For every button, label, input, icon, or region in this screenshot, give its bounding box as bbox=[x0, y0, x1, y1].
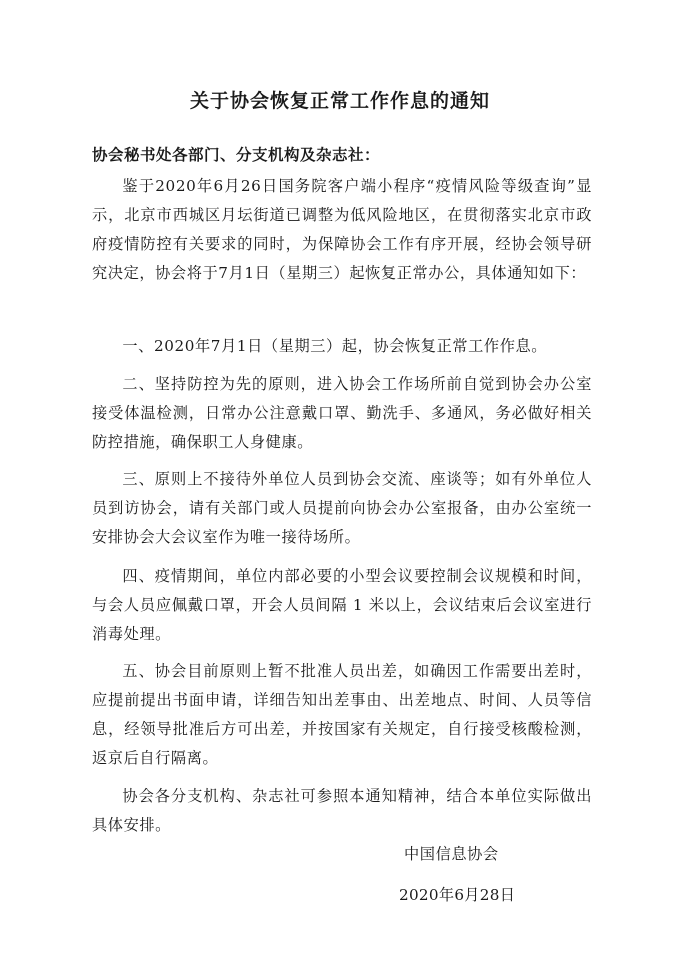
paragraph-item-four: 四、疫情期间，单位内部必要的小型会议要控制会议规模和时间， 与会人员应佩戴口罩，开会人员间隔 1 米以上，会议结束后会议室进行消毒处理。 bbox=[92, 567, 592, 643]
paragraph-closing: 协会各分支机构、杂志社可参照本通知精神，结合本单位实际做出具体安排。 bbox=[92, 787, 592, 834]
paragraph-item-two: 二、坚持防控为先的原则，进入协会工作场所前自觉到协会办公室接受体温检测，日常办公注意戴口罩、勤洗手、多通风，务必做好相关防控措施，确保职工人身健康。 bbox=[92, 375, 592, 451]
signature-date: 2020年6月28日 bbox=[399, 886, 516, 904]
paragraph-item-five: 五、协会目前原则上暂不批准人员出差，如确因工作需要出差时， 应提前提出书面申请，详细告知出差事由、出差地点、时间、人员等信息，经领导批准后方可出差，并按国家有关规定，自行接受核酸检测，返京后自行隔离。 bbox=[92, 662, 592, 767]
paragraph-intro: 鉴于2020年6月26日国务院客户端小程序“疫情风险等级查询”显示，北京市西城区月坛街道已调整为低风险地区，在贯彻落实北京市政府疫情防控有关要求的同时，为保障协会工作有序开展，经协会领导研究决定，协会将于7月1日（星期三）起恢复正常办公，具体通知如下： bbox=[92, 177, 592, 282]
document-title: 关于协会恢复正常工作作息的通知 bbox=[189, 90, 490, 112]
salutation: 协会秘书处各部门、分支机构及杂志社： bbox=[92, 145, 381, 164]
paragraph-item-three: 三、原则上不接待外单位人员到协会交流、座谈等；如有外单位人员到访协会，请有关部门或人员提前向协会办公室报备，由办公室统一安排协会大会议室作为唯一接待场所。 bbox=[92, 470, 592, 546]
paragraph-item-one: 一、2020年7月1日（星期三）起，协会恢复正常工作作息。 bbox=[122, 337, 548, 355]
signature-organization: 中国信息协会 bbox=[404, 845, 499, 863]
